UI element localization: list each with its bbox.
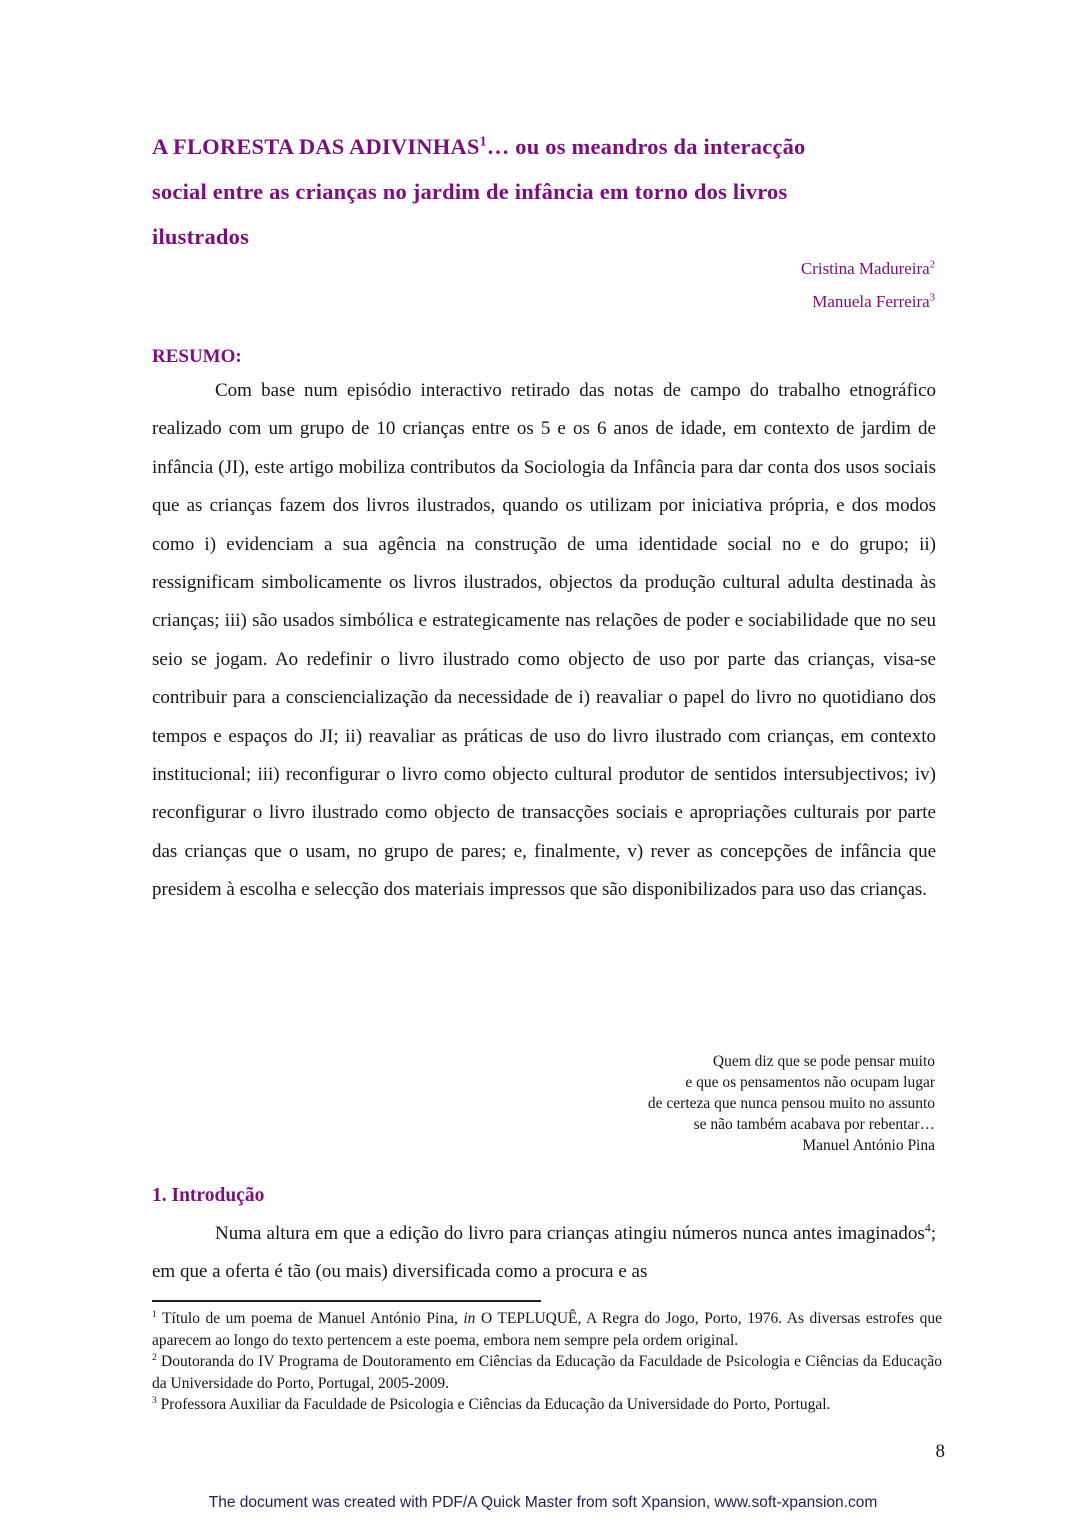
author-2 (435, 285, 935, 318)
author-1 (435, 252, 935, 285)
article-title (152, 124, 942, 259)
quote-attribution: Manuel António Pina (802, 1137, 935, 1154)
author-name: Manuela Ferreira (812, 292, 930, 311)
footnote-2 (152, 1351, 942, 1394)
title-text: A FLORESTA DAS ADIVINHAS (152, 134, 480, 159)
page-number: 8 (935, 1441, 945, 1462)
title-line-2: social entre as crianças no jardim de infância em torno dos livros (152, 179, 788, 204)
footnote-text: O TEPLUQUÊ, A Regra do Jogo, Porto, 1976. As diversas estrofes que aparecem ao longo do texto pertencem a este poema, embora nem sempre pela ordem original. (152, 1310, 942, 1349)
footnote-separator (152, 1300, 541, 1302)
footnote-1 (152, 1308, 942, 1351)
footnote-italic: in (463, 1310, 476, 1327)
footnote-3 (152, 1394, 942, 1416)
footnote-ref-3: 3 (929, 292, 935, 304)
title-line-3: ilustrados (152, 224, 250, 249)
footnote-marker: 3 (152, 1394, 157, 1406)
footnote-marker: 2 (152, 1351, 157, 1363)
intro-text: Numa altura em que a edição do livro para crianças atingiu números nunca antes imaginados (215, 1223, 925, 1244)
footnote-ref-2: 2 (929, 259, 935, 271)
title-text: … ou os meandros da interacção (486, 134, 806, 159)
footnote-list (152, 1308, 942, 1416)
footnote-text: Professora Auxiliar da Faculdade de Psicologia e Ciências da Educação da Universidade do Porto, Portugal. (160, 1396, 831, 1413)
title-line-1 (152, 124, 942, 169)
quote-line: Quem diz que se pode pensar muito (712, 1053, 935, 1070)
author-name: Cristina Madureira (800, 259, 930, 278)
footnote-text: Título de um poema de Manuel António Pina, (162, 1310, 464, 1327)
footnote-marker: 1 (152, 1308, 157, 1320)
epigraph-quote (152, 1051, 935, 1156)
quote-line: e que os pensamentos não ocupam lugar (685, 1074, 935, 1091)
footnote-ref-1: 1 (479, 134, 487, 150)
author-list (435, 252, 935, 318)
abstract-body: Com base num episódio interactivo retirado das notas de campo do trabalho etnográfico realizado com um grupo de 10 crianças entre os 5 e os 6 anos de idade, em contexto de jardim de infância (JI), este artigo mobiliza contributos da Sociologia da Infância para dar conta dos usos sociais que as crianças fazem dos livros ilustrados, quando os utilizam por iniciativa própria, e dos modos como i) evidenciam a sua agência na construção de uma identidade social no e do grupo; ii) ressignificam simbolicamente os livros ilustrados, objectos da produção cultural adulta destinada às crianças; iii) são usados simbólica e estrategicamente nas relações de poder e sociabilidade que no seu seio se jogam. Ao redefinir o livro ilustrado como objecto de uso por parte das crianças, visa-se contribuir para a consciencialização da necessidade de i) reavaliar o papel do livro no quotidiano dos tempos e espaços do JI; ii) reavaliar as práticas de uso do livro ilustrado com crianças, em contexto institucional; iii) reconfigurar o livro como objecto cultural produtor de sentidos intersubjectivos; iv) reconfigurar o livro ilustrado como objecto de transacções sociais e apropriações culturais por parte das crianças que o usam, no grupo de pares; e, finalmente, v) rever as concepções de infância que presidem à escolha e selecção dos materiais impressos que são disponibilizados para uso das crianças. (152, 380, 936, 901)
section-heading-introduction: 1. Introdução (152, 1185, 265, 1206)
intro-text: ; em que a oferta é tão (ou mais) diversificada como a procura e as (152, 1223, 936, 1283)
abstract-heading: RESUMO: (152, 346, 242, 367)
quote-line: se não também acabava por rebentar… (693, 1116, 935, 1133)
pdf-generator-footer: The document was created with PDF/A Quick Master from soft Xpansion, www.soft-xpansion.com (208, 1494, 878, 1511)
footnote-ref-4: 4 (924, 1221, 931, 1235)
introduction-paragraph (152, 1215, 936, 1292)
footnote-text: Doutoranda do IV Programa de Doutoramento em Ciências da Educação da Faculdade de Psicologia e Ciências da Educação da Universidade do Porto, Portugal, 2005-2009. (152, 1353, 942, 1392)
quote-line: de certeza que nunca pensou muito no assunto (647, 1095, 935, 1112)
